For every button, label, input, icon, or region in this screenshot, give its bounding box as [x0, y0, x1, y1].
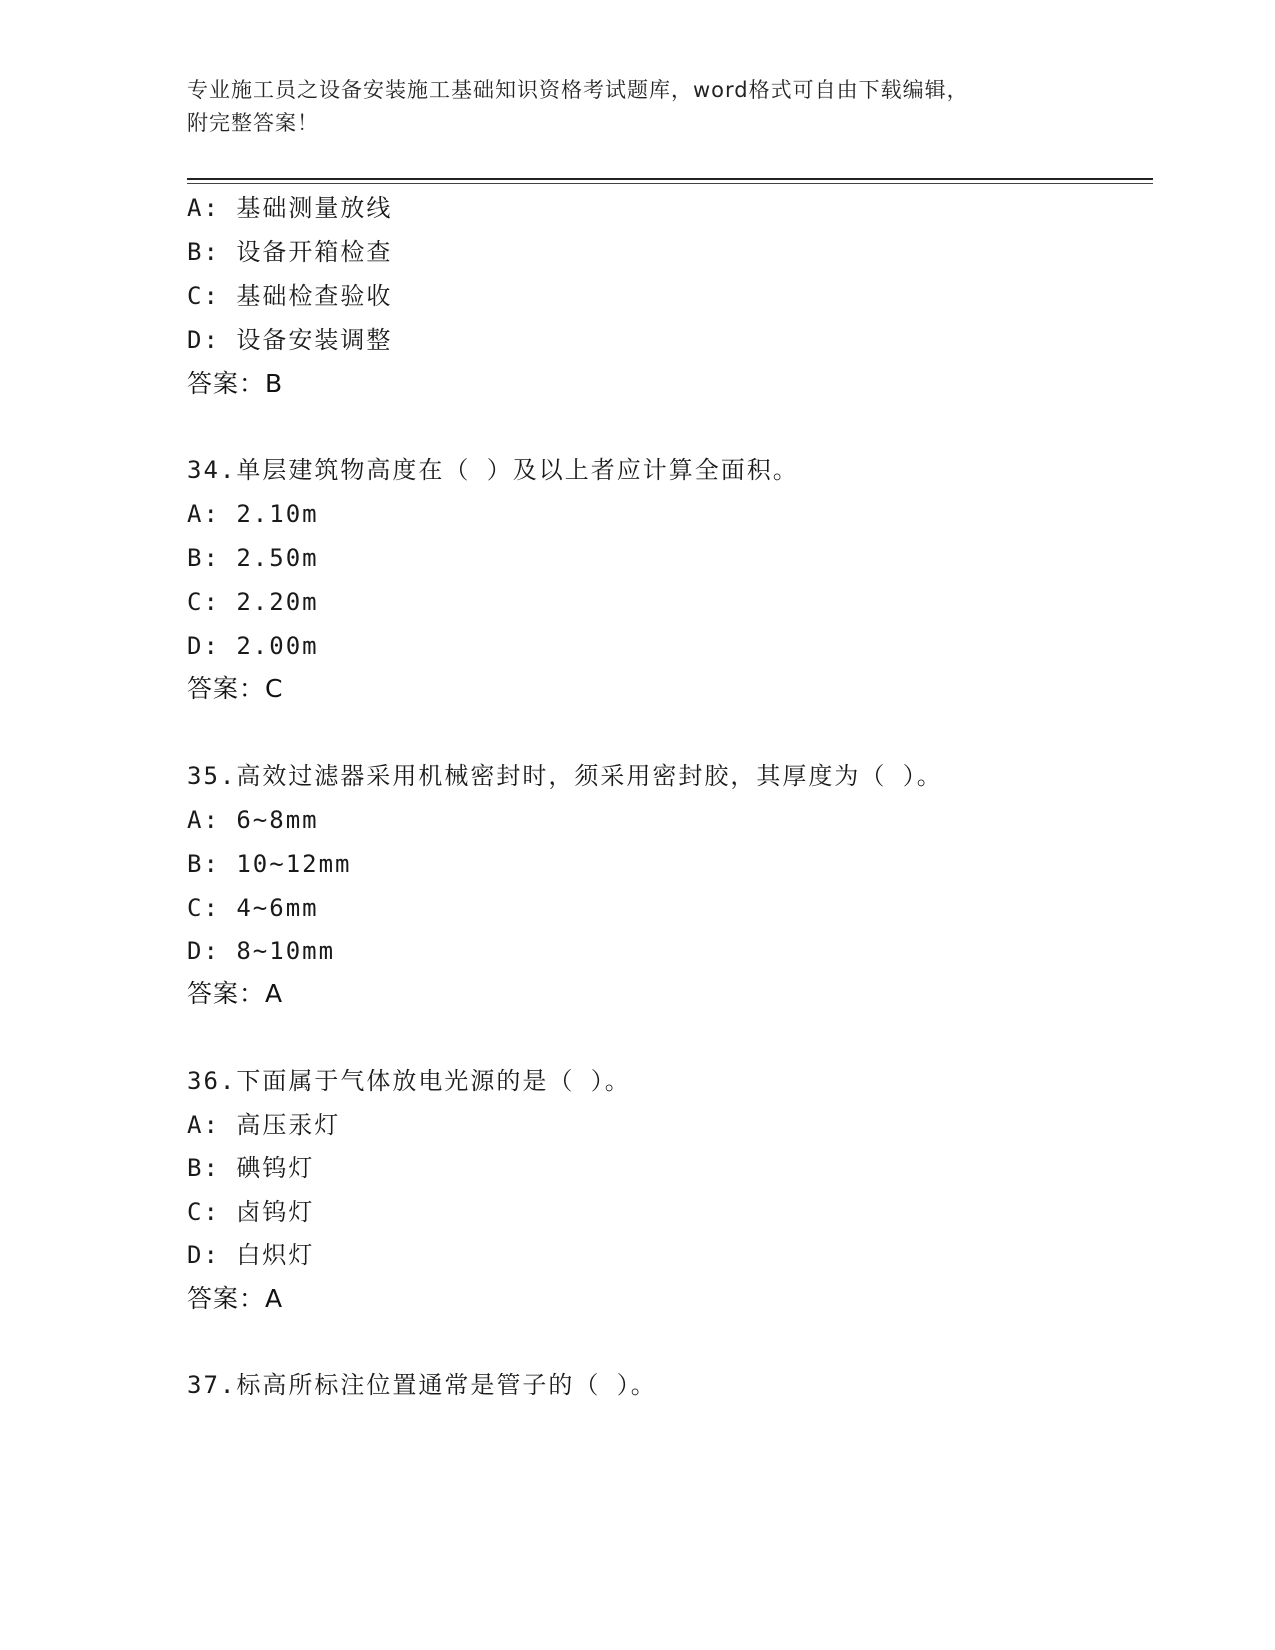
- q36-option-d: D: 白炽灯: [187, 1241, 315, 1269]
- header-divider-thick: [187, 178, 1153, 180]
- q36-answer: 答案：A: [187, 1284, 284, 1313]
- q35-option-b: B: 10~12mm: [187, 850, 352, 878]
- q34-option-d: D: 2.00m: [187, 632, 319, 660]
- q35-question: 35.高效过滤器采用机械密封时，须采用密封胶，其厚度为（ ）。: [187, 762, 943, 790]
- q33-option-c: C: 基础检查验收: [187, 282, 393, 310]
- q33-answer: 答案：B: [187, 369, 284, 398]
- q33-option-b: B: 设备开箱检查: [187, 238, 393, 266]
- header-title-line-1: 专业施工员之设备安装施工基础知识资格考试题库，word格式可自由下载编辑，: [187, 78, 969, 102]
- q36-option-c: C: 卤钨灯: [187, 1198, 315, 1226]
- q33-option-d: D: 设备安装调整: [187, 326, 393, 354]
- q36-option-b: B: 碘钨灯: [187, 1154, 315, 1182]
- q35-option-a: A: 6~8mm: [187, 806, 319, 834]
- q36-question: 36.下面属于气体放电光源的是（ ）。: [187, 1067, 631, 1095]
- q34-option-b: B: 2.50m: [187, 544, 319, 572]
- q34-answer: 答案：C: [187, 674, 284, 703]
- q37-question: 37.标高所标注位置通常是管子的（ ）。: [187, 1371, 657, 1399]
- q35-option-c: C: 4~6mm: [187, 894, 319, 922]
- q34-question: 34.单层建筑物高度在（ ）及以上者应计算全面积。: [187, 456, 799, 484]
- header-divider-thin: [187, 183, 1153, 184]
- header-title-line-2: 附完整答案！: [187, 111, 319, 135]
- q34-option-c: C: 2.20m: [187, 588, 319, 616]
- q34-option-a: A: 2.10m: [187, 500, 319, 528]
- q35-option-d: D: 8~10mm: [187, 937, 336, 965]
- q35-answer: 答案：A: [187, 979, 284, 1008]
- q36-option-a: A: 高压汞灯: [187, 1111, 341, 1139]
- q33-option-a: A: 基础测量放线: [187, 194, 393, 222]
- document-header: [187, 74, 1087, 140]
